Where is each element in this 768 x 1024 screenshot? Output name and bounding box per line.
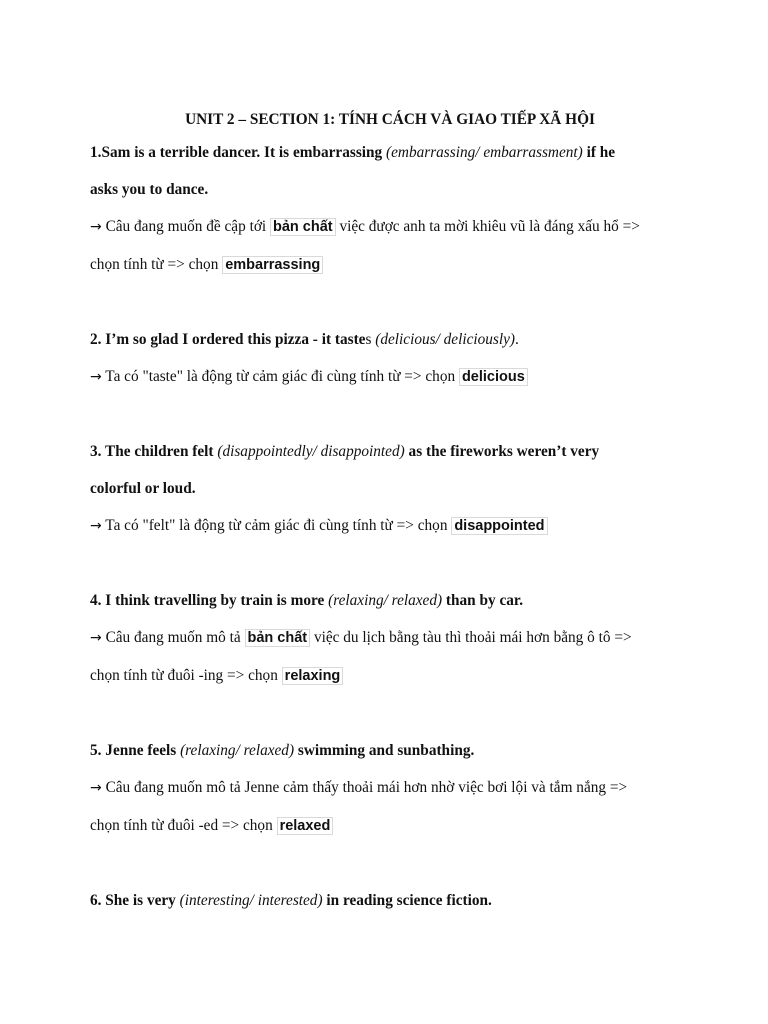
question-2-line-1 [90, 321, 690, 358]
question-2-text: 2. I’m so glad I ordered this pizza - it taste [90, 331, 366, 348]
explanation-4-text: Câu đang muốn mô tả [105, 629, 241, 646]
question-6-text-cont: in reading science fiction. [326, 892, 492, 909]
arrow-icon: → [90, 518, 102, 534]
question-5-options: (relaxing/ relaxed) [180, 742, 295, 759]
question-3-line-2 [90, 470, 690, 507]
question-2-suffix: s [365, 331, 372, 348]
explanation-1-keyword: bản chất [270, 218, 336, 236]
explanation-4-line-2 [90, 657, 690, 695]
explanation-3-line-1 [90, 507, 690, 545]
question-5-text: 5. Jenne feels [90, 742, 177, 759]
explanation-3-text: Ta có "felt" là động từ cảm giác đi cùng tính từ => chọn [105, 517, 448, 534]
explanation-5-text: Câu đang muốn mô tả Jenne cảm thấy thoải mái hơn nhờ việc bơi lội và tắm nắng => [105, 779, 628, 796]
arrow-icon: → [90, 780, 102, 796]
question-1-options: (embarrassing/ embarrassment) [386, 144, 583, 161]
question-5-line-1 [90, 732, 690, 769]
explanation-5-line-1 [90, 769, 690, 807]
explanation-2-line-1 [90, 358, 690, 396]
question-6-options: (interesting/ interested) [179, 892, 323, 909]
explanation-1-line-2 [90, 246, 690, 284]
question-5-text-cont: swimming and sunbathing. [297, 742, 475, 759]
question-4-text: 4. I think travelling by train is more [90, 592, 325, 609]
question-4-text-cont: than by car. [445, 592, 524, 609]
question-1-text-cont: if he [586, 144, 616, 161]
answer-1: embarrassing [222, 256, 323, 274]
arrow-icon: → [90, 369, 102, 385]
document-page [90, 108, 690, 919]
question-4-options: (relaxing/ relaxed) [328, 592, 443, 609]
explanation-4-keyword: bản chất [245, 629, 311, 647]
spacer [90, 545, 690, 582]
answer-3: disappointed [451, 517, 547, 535]
question-3-text-end: colorful or loud. [90, 480, 196, 497]
explanation-5-text-end: chọn tính từ đuôi -ed => chọn [90, 817, 273, 834]
question-3-text: 3. The children felt [90, 443, 214, 460]
spacer [90, 284, 690, 321]
question-2-options: (delicious/ deliciously) [375, 331, 516, 348]
spacer [90, 845, 690, 882]
explanation-2-text: Ta có "taste" là động từ cảm giác đi cùng tính từ => chọn [105, 368, 456, 385]
answer-4: relaxing [282, 667, 344, 685]
explanation-4-line-1 [90, 619, 690, 657]
question-1-text: 1.Sam is a terrible dancer. It is embarrassing [90, 144, 383, 161]
explanation-1-text-end: chọn tính từ => chọn [90, 256, 219, 273]
spacer [90, 396, 690, 433]
answer-5: relaxed [277, 817, 334, 835]
answer-2: delicious [459, 368, 528, 386]
question-3-line-1 [90, 433, 690, 470]
explanation-4-text-cont: việc du lịch bằng tàu thì thoải mái hơn bằng ô tô => [313, 629, 632, 646]
arrow-icon: → [90, 219, 102, 235]
explanation-1-text-cont: việc được anh ta mời khiêu vũ là đáng xấu hổ => [339, 218, 640, 235]
explanation-4-text-end: chọn tính từ đuôi -ing => chọn [90, 667, 278, 684]
question-1-line-2 [90, 171, 690, 208]
explanation-1-text: Câu đang muốn đề cập tới [105, 218, 267, 235]
page-title: UNIT 2 – SECTION 1: TÍNH CÁCH VÀ GIAO TIẾP XÃ HỘI [185, 111, 595, 128]
spacer [90, 695, 690, 732]
explanation-1-line-1 [90, 208, 690, 246]
question-6-text: 6. She is very [90, 892, 176, 909]
question-4-line-1 [90, 582, 690, 619]
question-2-period: . [515, 331, 519, 348]
arrow-icon: → [90, 630, 102, 646]
explanation-5-line-2 [90, 807, 690, 845]
question-3-options: (disappointedly/ disappointed) [217, 443, 405, 460]
question-6-line-1 [90, 882, 690, 919]
question-1-line-1 [90, 134, 690, 171]
question-3-text-cont: as the fireworks weren’t very [408, 443, 600, 460]
question-1-text-end: asks you to dance. [90, 181, 209, 198]
